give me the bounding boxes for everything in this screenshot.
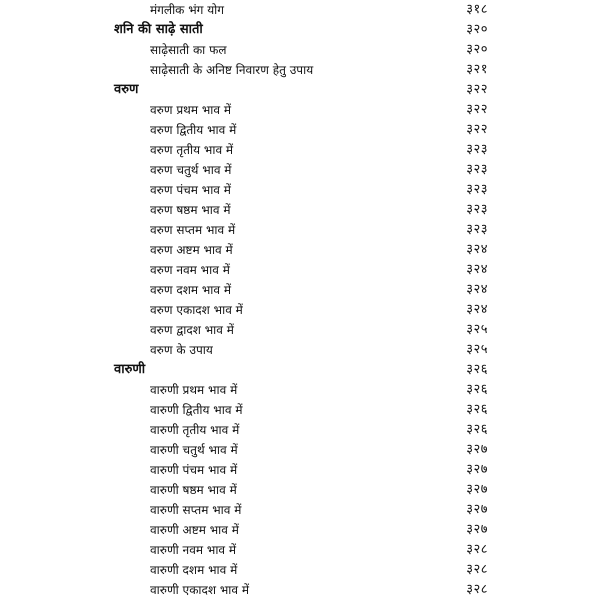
toc-entry-page: ३२७ xyxy=(466,442,488,457)
toc-entry-label: वरुण सप्तम भाव में xyxy=(150,223,236,237)
toc-entry-label: वरुण षष्ठम भाव में xyxy=(150,203,231,217)
toc-entry-page: ३२७ xyxy=(466,522,488,537)
toc-entry-page: ३२८ xyxy=(466,582,488,597)
toc-entry-page: ३२८ xyxy=(466,562,488,577)
toc-entry-label: मंगलीक भंग योग xyxy=(150,3,225,17)
toc-entry-label: वारुणी प्रथम भाव में xyxy=(150,383,238,397)
toc-entry-page: ३२३ xyxy=(466,162,488,177)
toc-entry-label: वरुण पंचम भाव में xyxy=(150,183,231,197)
toc-entry-page: ३२० xyxy=(466,42,488,57)
toc-entry-label: वारुणी दशम भाव में xyxy=(150,563,238,577)
toc-section-heading xyxy=(0,80,600,100)
toc-entry xyxy=(0,260,600,280)
toc-entry xyxy=(0,220,600,240)
toc-entry-page: ३२३ xyxy=(466,222,488,237)
toc-entry xyxy=(0,320,600,340)
toc-section-heading xyxy=(0,360,600,380)
toc-entry-page: ३२२ xyxy=(466,82,488,97)
toc-heading-label: वारुणी xyxy=(114,362,146,377)
toc-entry-page: ३२७ xyxy=(466,462,488,477)
toc-entry-label: वारुणी नवम भाव में xyxy=(150,543,237,557)
toc-entry-page: ३२६ xyxy=(466,362,488,377)
toc-entry xyxy=(0,380,600,400)
toc-entry xyxy=(0,140,600,160)
toc-section-heading xyxy=(0,20,600,40)
toc-entry-label: वरुण दशम भाव में xyxy=(150,283,232,297)
toc-entry-page: ३२२ xyxy=(466,122,488,137)
toc-entry xyxy=(0,500,600,520)
toc-entry xyxy=(0,120,600,140)
toc-entry xyxy=(0,100,600,120)
toc-entry-page: ३१८ xyxy=(466,2,488,17)
toc-entry-page: ३२३ xyxy=(466,202,488,217)
toc-entry-label: वरुण एकादश भाव में xyxy=(150,303,243,317)
toc-entry-label: साढ़ेसाती के अनिष्ट निवारण हेतु उपाय xyxy=(150,63,314,77)
toc-entry xyxy=(0,200,600,220)
toc-entry-label: वरुण प्रथम भाव में xyxy=(150,103,232,117)
toc-entry xyxy=(0,540,600,560)
toc-entry-label: वरुण चतुर्थ भाव में xyxy=(150,163,232,177)
toc-entry-page: ३२७ xyxy=(466,482,488,497)
toc-entry xyxy=(0,420,600,440)
toc-entry-page: ३२७ xyxy=(466,502,488,517)
toc-entry xyxy=(0,60,600,80)
toc-entry xyxy=(0,580,600,600)
toc-entry xyxy=(0,40,600,60)
toc-entry xyxy=(0,160,600,180)
toc-entry-page: ३२४ xyxy=(466,262,488,277)
toc-entry xyxy=(0,480,600,500)
toc-heading-label: वरुण xyxy=(114,82,139,97)
toc-entry-page: ३२८ xyxy=(466,542,488,557)
toc-entry-page: ३२२ xyxy=(466,102,488,117)
toc-entry xyxy=(0,560,600,580)
toc-entry-page: ३२४ xyxy=(466,282,488,297)
toc-entry-page: ३२६ xyxy=(466,382,488,397)
toc-entry-page: ३२४ xyxy=(466,242,488,257)
toc-entry xyxy=(0,280,600,300)
toc-entry-page: ३२४ xyxy=(466,302,488,317)
toc-entry-label: वारुणी अष्टम भाव में xyxy=(150,523,239,537)
toc-entry-page: ३२३ xyxy=(466,182,488,197)
toc-entry-label: वरुण द्वादश भाव में xyxy=(150,323,234,337)
toc-entry xyxy=(0,520,600,540)
toc-entry-page: ३२५ xyxy=(466,342,488,357)
toc-entry-label: वरुण तृतीय भाव में xyxy=(150,143,234,157)
toc-entry-label: वरुण नवम भाव में xyxy=(150,263,230,277)
toc-entry xyxy=(0,300,600,320)
toc-heading-label: शनि की साढ़े साती xyxy=(114,22,203,37)
toc-entry xyxy=(0,440,600,460)
toc-entry-page: ३२५ xyxy=(466,322,488,337)
toc-entry-label: वरुण अष्टम भाव में xyxy=(150,243,233,257)
toc-entry-label: वारुणी षष्ठम भाव में xyxy=(150,483,237,497)
toc-entry-label: वरुण के उपाय xyxy=(150,343,213,357)
toc-entry-page: ३२६ xyxy=(466,422,488,437)
toc-entry-page: ३२६ xyxy=(466,402,488,417)
toc-entry xyxy=(0,240,600,260)
toc-entry-page: ३२३ xyxy=(466,142,488,157)
toc-entry-label: वारुणी एकादश भाव में xyxy=(150,583,250,597)
toc-entry-page: ३२० xyxy=(466,22,488,37)
toc-entry-label: वारुणी तृतीय भाव में xyxy=(150,423,240,437)
toc-entry xyxy=(0,340,600,360)
toc-entry-label: वरुण द्वितीय भाव में xyxy=(150,123,237,137)
toc-entry xyxy=(0,400,600,420)
toc-entry xyxy=(0,460,600,480)
toc-entry-label: वारुणी द्वितीय भाव में xyxy=(150,403,243,417)
toc-entry xyxy=(0,180,600,200)
toc-entry-label: वारुणी चतुर्थ भाव में xyxy=(150,443,238,457)
toc-entry-label: वारुणी पंचम भाव में xyxy=(150,463,238,477)
toc-entry-page: ३२१ xyxy=(466,62,488,77)
toc-entry-label: साढ़ेसाती का फल xyxy=(150,43,227,57)
toc-entry xyxy=(0,0,600,20)
toc-entry-label: वारुणी सप्तम भाव में xyxy=(150,503,242,517)
